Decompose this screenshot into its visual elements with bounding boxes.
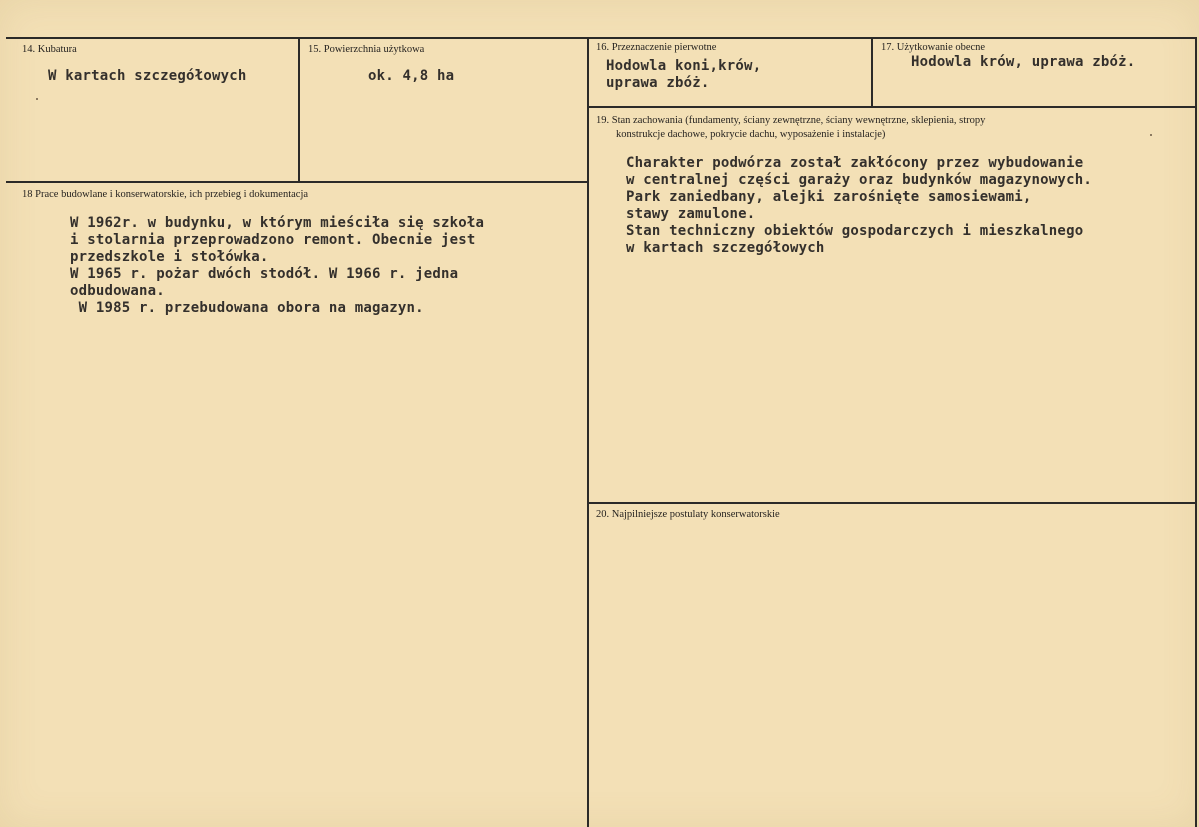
field-19-line-1: Charakter podwórza został zakłócony przez wybudowanie (626, 155, 1084, 171)
field-14-label: 14. Kubatura (22, 44, 77, 55)
field-19-label-line-1: 19. Stan zachowania (fundamenty, ściany zewnętrzne, ściany wewnętrzne, sklepienia, stropy (596, 115, 986, 126)
top-border-line (6, 37, 1197, 39)
col-divider-main (587, 38, 589, 827)
row-divider-right-b (588, 502, 1197, 504)
field-15-label: 15. Powierzchnia użytkowa (308, 44, 425, 55)
field-18-line-6: W 1985 r. przebudowana obora na magazyn. (70, 300, 424, 316)
field-18-line-3: przedszkole i stołówka. (70, 249, 269, 265)
row-divider-left (6, 181, 588, 183)
field-18-label: 18 Prace budowlane i konserwatorskie, ich przebieg i dokumentacja (22, 189, 309, 200)
field-19-line-4: stawy zamulone. (626, 206, 756, 222)
paper-speck (1150, 134, 1152, 136)
field-17-label: 17. Użytkowanie obecne (881, 42, 986, 53)
field-18-line-1: W 1962r. w budynku, w którym mieściła się szkoła (70, 215, 485, 231)
col-divider-14-15 (298, 38, 300, 181)
col-divider-16-17 (871, 38, 873, 106)
field-18-line-2: i stolarnia przeprowadzono remont. Obecnie jest (70, 232, 476, 248)
field-16-value-line-2: uprawa zbóż. (606, 75, 710, 91)
field-19-line-6: w kartach szczegółowych (626, 240, 825, 256)
field-19-line-2: w centralnej części garaży oraz budynków magazynowych. (626, 172, 1092, 188)
field-16-label: 16. Przeznaczenie pierwotne (596, 42, 717, 53)
field-19-line-3: Park zaniedbany, alejki zarośnięte samosiewami, (626, 189, 1032, 205)
field-15-value: ok. 4,8 ha (368, 68, 455, 84)
field-17-value: Hodowla krów, uprawa zbóż. (911, 54, 1136, 70)
field-19-label-line-2: konstrukcje dachowe, pokrycie dachu, wyposażenie i instalacje) (616, 129, 886, 140)
field-20-label: 20. Najpilniejsze postulaty konserwatorskie (596, 509, 780, 520)
field-16-value-line-1: Hodowla koni,krów, (606, 58, 762, 74)
field-14-value: W kartach szczegółowych (48, 68, 247, 84)
field-18-line-4: W 1965 r. pożar dwóch stodół. W 1966 r. jedna (70, 266, 459, 282)
field-18-line-5: odbudowana. (70, 283, 165, 299)
paper-speck (36, 98, 38, 100)
field-19-line-5: Stan techniczny obiektów gospodarczych i mieszkalnego (626, 223, 1084, 239)
right-border-line (1195, 38, 1197, 827)
row-divider-right-a (588, 106, 1197, 108)
